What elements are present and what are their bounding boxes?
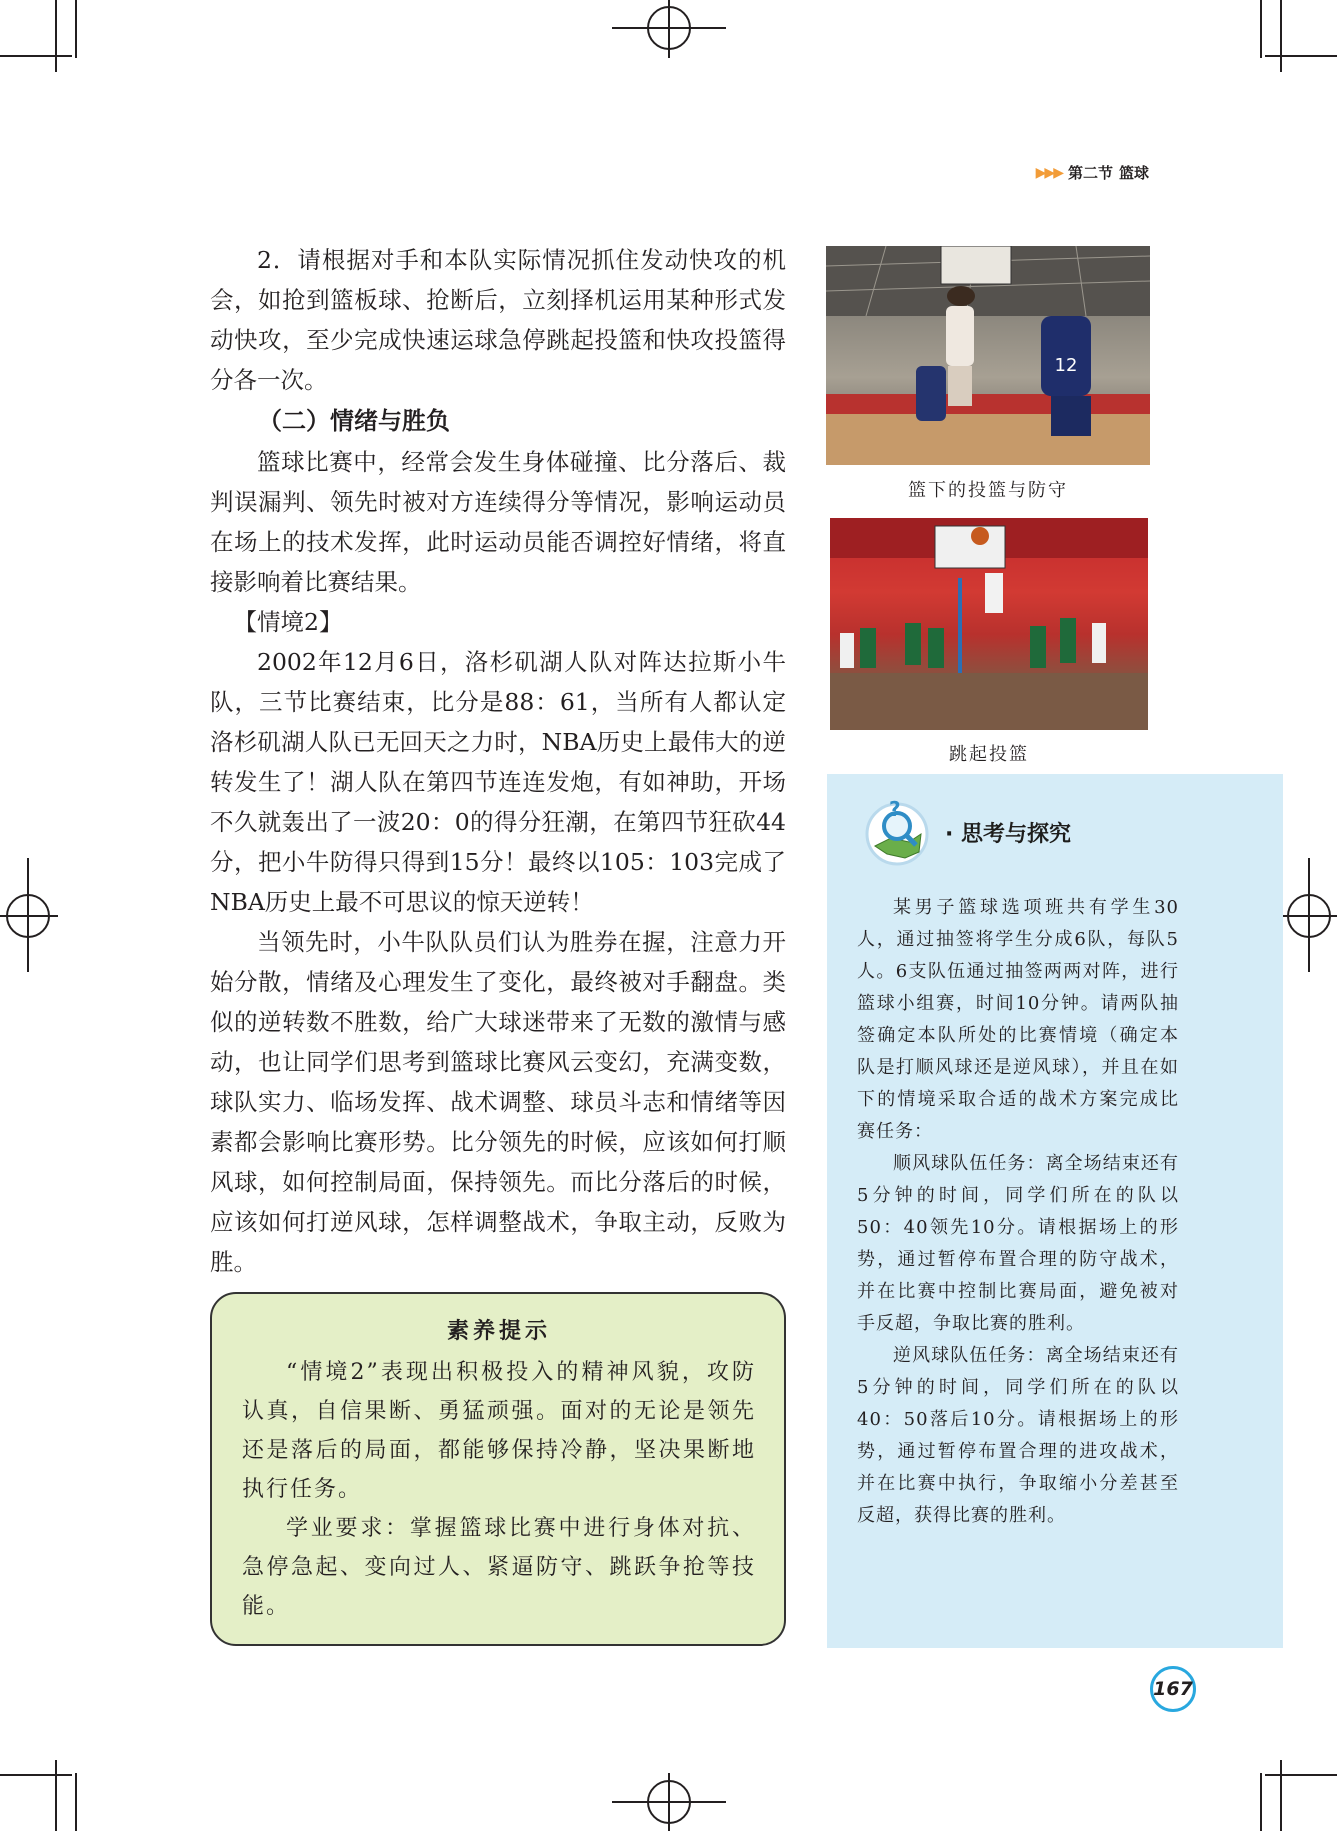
tip-paragraph: “情境2”表现出积极投入的精神风貌，攻防认真，自信果断、勇猛顽强。面对的无论是领先还是落后的局面，都能够保持冷静，坚决果断地执行任务。 (242, 1360, 756, 1502)
paragraph: 篮球比赛中，经常会发生身体碰撞、比分落后、裁判误漏判、领先时被对方连续得分等情况，影响运动员在场上的技术发挥，此时运动员能否调控好情绪，将直接影响着比赛结果。 (210, 448, 786, 596)
section-label: 第二节 (1067, 164, 1113, 182)
topic-label: 篮球 (1118, 164, 1149, 182)
photo-caption: 篮下的投篮与防守 (908, 480, 1068, 501)
tip-title: 素养提示 (446, 1318, 551, 1344)
photo-layup-defense (826, 246, 1150, 465)
tip-paragraph: 学业要求：掌握篮球比赛中进行身体对抗、急停急起、变向过人、紧逼防守、跳跃争抢等技能。 (242, 1516, 756, 1619)
paragraph: 2002年12月6日，洛杉矶湖人队对阵达拉斯小牛队，三节比赛结束，比分是88：61，当所有人都认定洛杉矶湖人队已无回天之力时，NBA历史上最伟大的逆转发生了！湖人队在第四节连连发炮，有如神助，开场不久就轰出了一波20：0的得分狂潮，在第四节狂砍44分，把小牛防得只得到15分！最终以105：103完成了NBA历史上最不可思议的惊天逆转！ (210, 648, 786, 916)
explore-title: · 思考与探究 (945, 821, 1072, 847)
svg-text:?: ? (889, 797, 901, 821)
photo-jump-shot (830, 518, 1148, 730)
explore-paragraph: 顺风球队伍任务：离全场结束还有5分钟的时间，同学们所在的队以50：40领先10分。请根据场上的形势，通过暂停布置合理的防守战术，并在比赛中控制比赛局面，避免被对手反超，争取比赛的胜利。 (857, 1153, 1179, 1334)
arrow-icon: ▶▶▶ (1035, 164, 1062, 181)
running-header (1036, 162, 1149, 183)
explore-paragraph: 某男子篮球选项班共有学生30人，通过抽签将学生分成6队，每队5人。6支队伍通过抽签两两对阵，进行篮球小组赛，时间10分钟。请两队抽签确定本队所处的比赛情境（确定本队是打顺风球还是逆风球），并且在如下的情境采取合适的战术方案完成比赛任务： (857, 897, 1179, 1142)
photo-caption: 跳起投篮 (949, 744, 1029, 765)
jersey-number: 12 (1054, 355, 1078, 376)
scenario-label: 【情境2】 (233, 608, 343, 636)
paragraph: 当领先时，小牛队队员们认为胜券在握，注意力开始分散，情绪及心理发生了变化，最终被对手翻盘。类似的逆转数不胜数，给广大球迷带来了无数的激情与感动，也让同学们思考到篮球比赛风云变幻，充满变数，球队实力、临场发挥、战术调整、球员斗志和情绪等因素都会影响比赛形势。比分领先的时候，应该如何打顺风球，如何控制局面，保持领先。而比分落后的时候，应该如何打逆风球，怎样调整战术，争取主动，反败为胜。 (210, 928, 786, 1276)
main-text (210, 240, 786, 1282)
page-number: 167 (1150, 1666, 1196, 1712)
explore-paragraph: 逆风球队伍任务：离全场结束还有5分钟的时间，同学们所在的队以40：50落后10分。请根据场上的形势，通过暂停布置合理的进攻战术，并在比赛中执行，争取缩小分差甚至反超，获得比赛的胜利。 (857, 1345, 1179, 1526)
explore-header (861, 796, 1071, 868)
paragraph: 2．请根据对手和本队实际情况抓住发动快攻的机会，如抢到篮板球、抢断后，立刻择机运用某种形式发动快攻，至少完成快速运球急停跳起投篮和快攻投篮得分各一次。 (210, 246, 786, 394)
literacy-tip-box (210, 1292, 786, 1646)
think-explore-box (827, 774, 1283, 1648)
magnifier-book-icon (861, 796, 937, 868)
section-heading: （二）情绪与胜负 (258, 406, 450, 435)
explore-body (857, 892, 1179, 1532)
